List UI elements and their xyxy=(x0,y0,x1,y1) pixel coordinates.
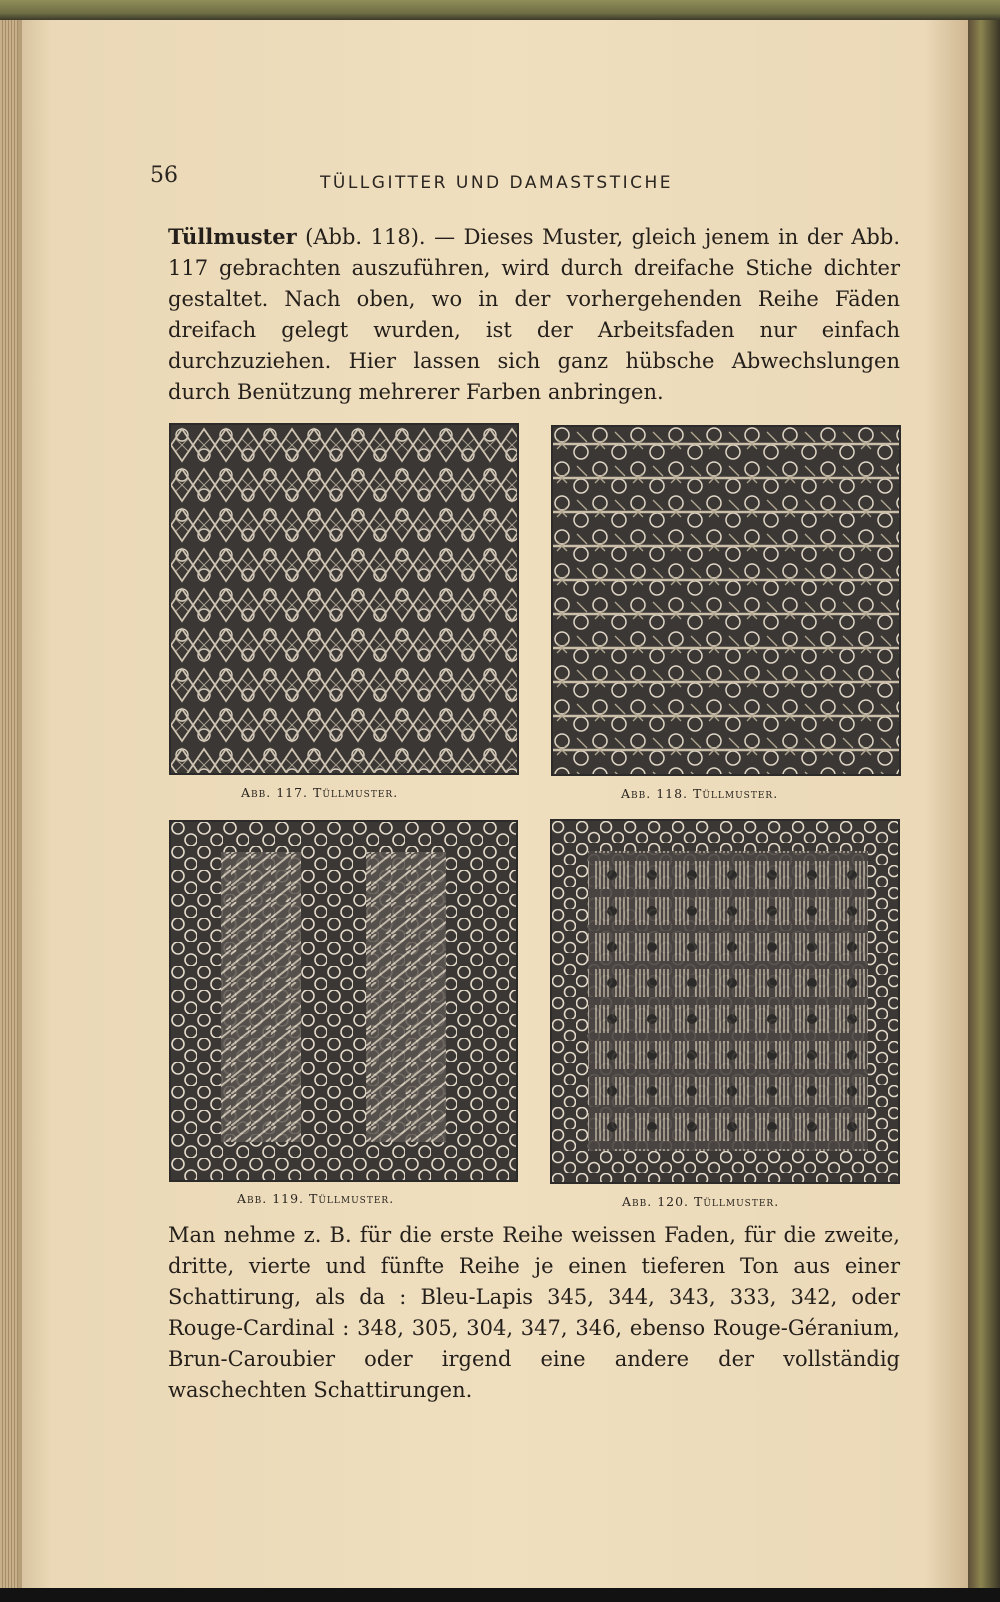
figure-118-lace-illustration xyxy=(551,425,901,776)
paragraph-intro-text: (Abb. 118). — Dieses Muster, gleich jenem in der Abb. 117 gebrachten auszuführen, wird durch dreifache Stiche dichter gestaltet. Nach oben, wo in der vorhergehenden Reihe Fäden dreifach gelegt wurden, ist der Arbeitsfaden nur einfach durchzuziehen. Hier lassen sich ganz hübsche Abwechslungen durch Benützung mehrerer Farben anbringen. xyxy=(168,225,900,404)
book-top-edge xyxy=(0,0,1000,22)
page-number: 56 xyxy=(150,163,178,188)
page-stack-edge xyxy=(0,20,18,1588)
figure-118-caption: Abb. 118. Tüllmuster. xyxy=(621,786,779,801)
figure-120-lace-illustration xyxy=(550,819,900,1184)
figure-120-caption: Abb. 120. Tüllmuster. xyxy=(622,1194,780,1209)
figure-119-caption: Abb. 119. Tüllmuster. xyxy=(237,1191,395,1206)
figure-119-lace-illustration xyxy=(169,820,518,1182)
figure-117-caption: Abb. 117. Tüllmuster. xyxy=(241,785,399,800)
paragraph-lead-term: Tüllmuster xyxy=(168,224,297,249)
paragraph-colors: Man nehme z. B. für die erste Reihe weissen Faden, für die zweite, dritte, vierte und fünfte Reihe je einen tieferen Ton aus einer Schattirung, als da : Bleu-Lapis 345, 344, 343, 333, 342, oder Rouge-Cardinal : 348, 305, 304, 347, 346, ebenso Rouge-Géranium, Brun-Caroubier oder irgend eine andere der vollständig waschechten Schattirungen. xyxy=(168,1223,900,1402)
book-bottom-edge xyxy=(0,1588,1000,1602)
running-head: TÜLLGITTER UND DAMASTSTICHE xyxy=(320,173,674,193)
book-spine-edge xyxy=(968,20,1000,1588)
figure-117-lace-illustration xyxy=(169,423,519,775)
paragraph-intro xyxy=(168,221,900,408)
